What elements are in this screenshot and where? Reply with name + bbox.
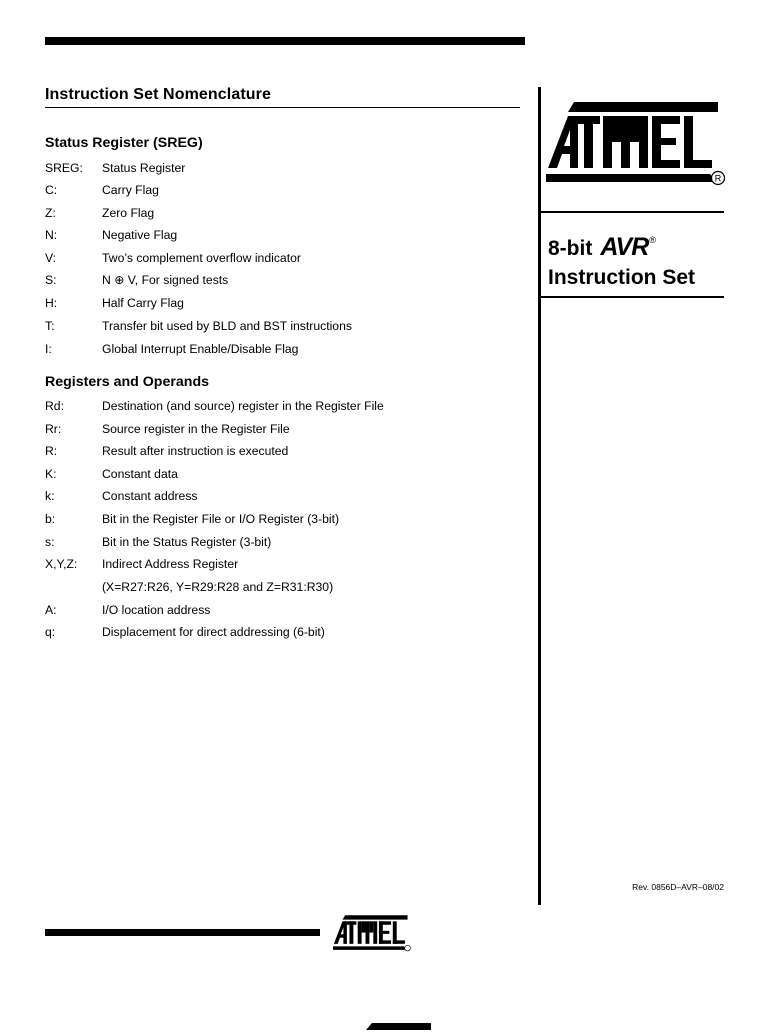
row-key: H: bbox=[45, 296, 58, 310]
operand-row bbox=[45, 444, 288, 458]
row-key: s: bbox=[45, 535, 55, 549]
row-key: Rd: bbox=[45, 399, 64, 413]
row-desc: Destination (and source) register in the Register File bbox=[102, 399, 384, 413]
doc-title-line2: Instruction Set bbox=[548, 266, 696, 289]
row-desc: I/O location address bbox=[102, 603, 211, 617]
row-desc: Negative Flag bbox=[102, 228, 178, 242]
row-key: V: bbox=[45, 251, 57, 265]
row-desc: Zero Flag bbox=[102, 206, 155, 220]
operand-row bbox=[45, 580, 333, 594]
row-desc: Source register in the Register File bbox=[102, 422, 290, 436]
row-desc: Status Register bbox=[102, 161, 186, 175]
row-key: K: bbox=[45, 467, 57, 481]
row-key: SREG: bbox=[45, 161, 83, 175]
operand-row bbox=[45, 512, 339, 526]
side-rule-bottom bbox=[541, 296, 724, 298]
sreg-row bbox=[45, 296, 184, 310]
sreg-row bbox=[45, 206, 154, 220]
sreg-row bbox=[45, 273, 228, 287]
atmel-logo-small-icon bbox=[333, 913, 411, 953]
row-desc: Two’s complement overflow indicator bbox=[102, 251, 301, 265]
row-desc: Constant data bbox=[102, 467, 178, 481]
doc-title-line1: 8-bit bbox=[548, 237, 593, 260]
row-desc: Constant address bbox=[102, 489, 198, 503]
row-key: Z: bbox=[45, 206, 56, 220]
row-key: Rr: bbox=[45, 422, 62, 436]
row-desc: Bit in the Register File or I/O Register (3-bit) bbox=[102, 512, 340, 526]
section-title: Instruction Set Nomenclature bbox=[45, 86, 271, 103]
row-key: C: bbox=[45, 183, 58, 197]
row-key: S: bbox=[45, 273, 57, 287]
operand-row bbox=[45, 603, 210, 617]
svg-text:R: R bbox=[714, 173, 722, 184]
row-key: R: bbox=[45, 444, 58, 458]
sreg-row bbox=[45, 319, 352, 333]
operand-row bbox=[45, 467, 178, 481]
row-desc: Transfer bit used by BLD and BST instructions bbox=[102, 319, 352, 333]
operand-row bbox=[45, 399, 384, 413]
row-desc: (X=R27:R26, Y=R29:R28 and Z=R31:R30) bbox=[102, 580, 334, 594]
avr-wordmark: AVR bbox=[600, 233, 649, 261]
operand-row bbox=[45, 422, 290, 436]
operand-row bbox=[45, 535, 271, 549]
row-key: I: bbox=[45, 342, 52, 356]
vertical-divider bbox=[538, 87, 541, 905]
footer-atmel-logo bbox=[333, 913, 411, 953]
row-key: A: bbox=[45, 603, 57, 617]
side-rule-top bbox=[541, 211, 724, 213]
atmel-logo bbox=[546, 98, 726, 188]
title-underline bbox=[45, 107, 520, 108]
row-desc: Displacement for direct addressing (6-bit) bbox=[102, 625, 325, 639]
atmel-logo-icon bbox=[546, 98, 726, 188]
sreg-row bbox=[45, 161, 185, 175]
row-key: X,Y,Z: bbox=[45, 557, 78, 571]
sreg-row bbox=[45, 251, 301, 265]
row-desc: Half Carry Flag bbox=[102, 296, 184, 310]
row-key: N: bbox=[45, 228, 58, 242]
row-desc: Carry Flag bbox=[102, 183, 159, 197]
top-rule bbox=[45, 37, 525, 45]
operands-heading: Registers and Operands bbox=[45, 374, 209, 390]
row-desc: N ⊕ V, For signed tests bbox=[102, 273, 229, 287]
footer-rule bbox=[45, 929, 320, 936]
sreg-row bbox=[45, 228, 177, 242]
page-tab-marker bbox=[366, 1017, 431, 1024]
row-desc: Indirect Address Register bbox=[102, 557, 239, 571]
operand-row bbox=[45, 489, 198, 503]
row-key: b: bbox=[45, 512, 56, 526]
document-title bbox=[548, 226, 695, 292]
sreg-row bbox=[45, 183, 159, 197]
operand-row bbox=[45, 557, 238, 571]
operand-row bbox=[45, 625, 325, 639]
row-key: k: bbox=[45, 489, 55, 503]
row-desc: Result after instruction is executed bbox=[102, 444, 289, 458]
sreg-heading: Status Register (SREG) bbox=[45, 135, 203, 151]
registered-mark: ® bbox=[649, 235, 656, 245]
row-key: q: bbox=[45, 625, 56, 639]
row-desc: Global Interrupt Enable/Disable Flag bbox=[102, 342, 299, 356]
revision-label: Rev. 0856D–AVR–08/02 bbox=[632, 882, 724, 892]
row-desc: Bit in the Status Register (3-bit) bbox=[102, 535, 272, 549]
sreg-row bbox=[45, 342, 298, 356]
row-key: T: bbox=[45, 319, 55, 333]
